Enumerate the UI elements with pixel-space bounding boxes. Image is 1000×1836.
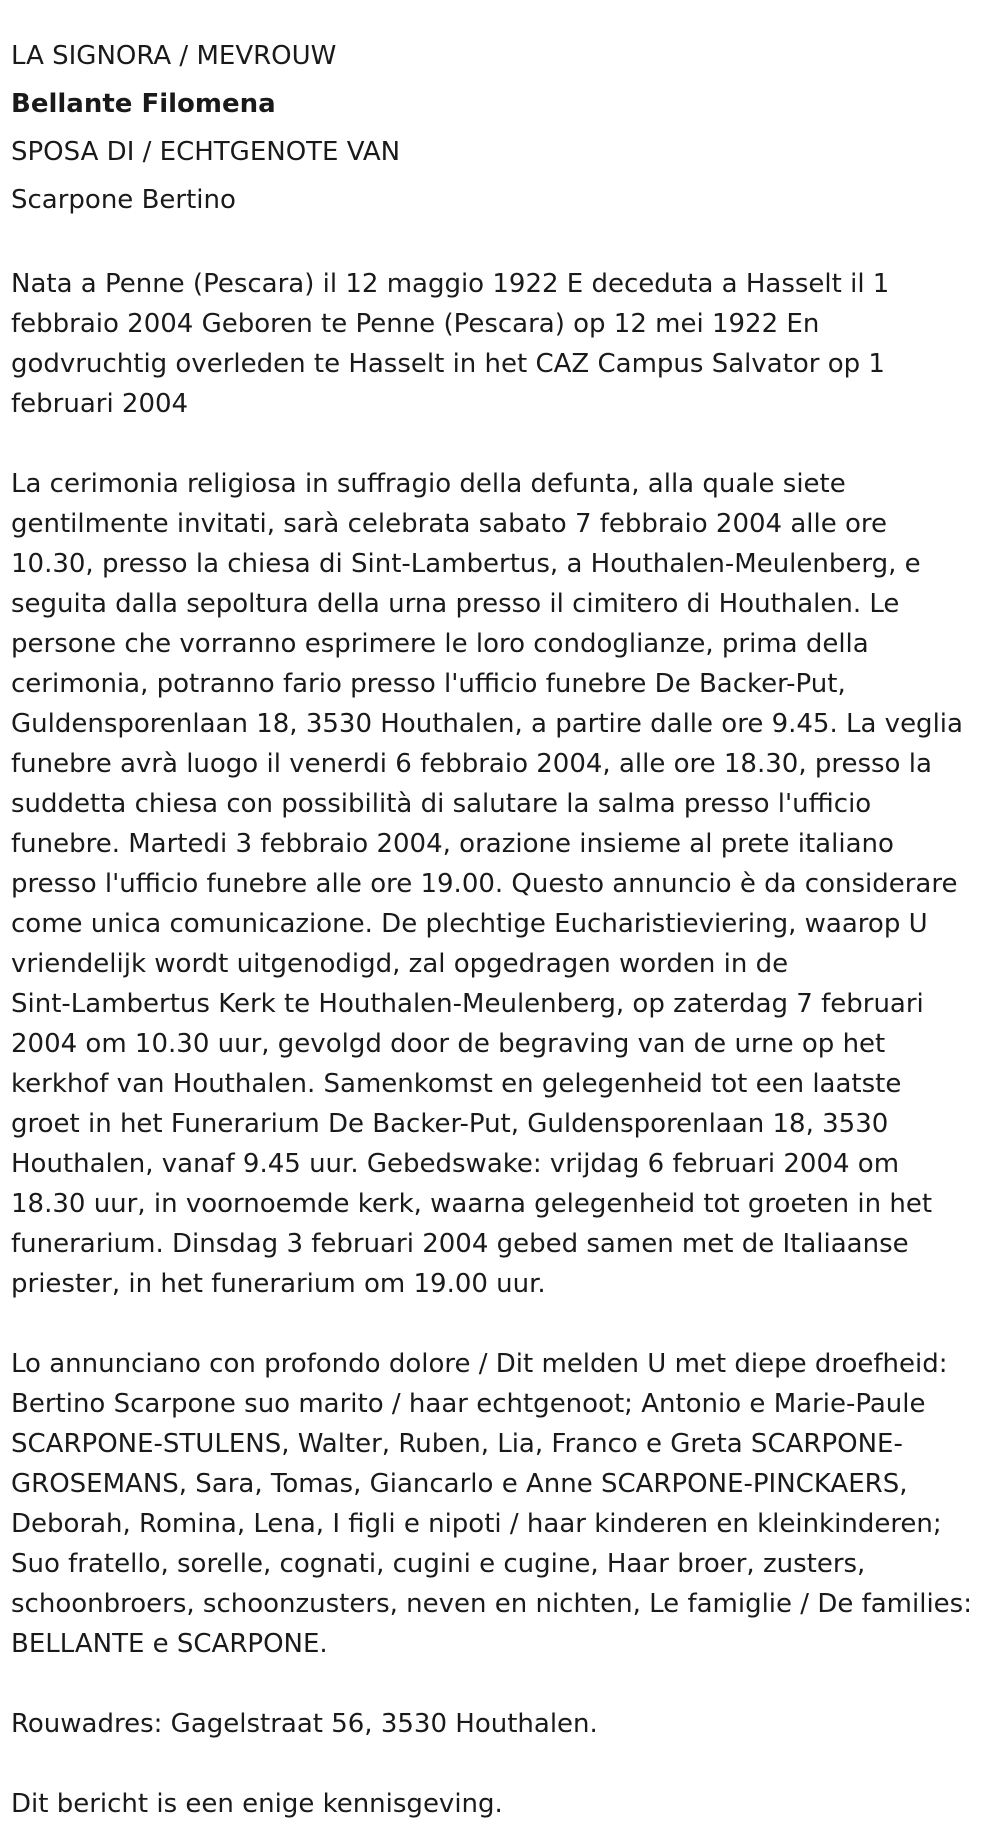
paragraph-line: Guldensporenlaan 18, 3530 Houthalen, a partire dalle ore 9.45. La veglia [11, 709, 963, 739]
mourning-address: Rouwadres: Gagelstraat 56, 3530 Houthalen. [11, 1709, 598, 1739]
family-paragraph [11, 1344, 996, 1664]
title-line: LA SIGNORA / MEVROUW [11, 41, 337, 71]
paragraph-line: Suo fratello, sorelle, cognati, cugini e cugine, Haar broer, zusters, [11, 1549, 866, 1579]
paragraph-line: febbraio 2004 Geboren te Penne (Pescara) op 12 mei 1922 En [11, 309, 820, 339]
paragraph-line: Bertino Scarpone suo marito / haar echtgenoot; Antonio e Marie-Paule [11, 1389, 926, 1419]
paragraph-line: funebre avrà luogo il venerdi 6 febbraio 2004, alle ore 18.30, presso la [11, 749, 932, 779]
paragraph-line: come unica comunicazione. De plechtige Eucharistieviering, waarop U [11, 909, 928, 939]
spacer [11, 1744, 996, 1784]
paragraph-line: SCARPONE-STULENS, Walter, Ruben, Lia, Franco e Greta SCARPONE- [11, 1429, 903, 1459]
deceased-name: Bellante Filomena [11, 89, 276, 119]
ceremony-paragraph [11, 464, 996, 1304]
paragraph-line: 18.30 uur, in voornoemde kerk, waarna gelegenheid tot groeten in het [11, 1189, 933, 1219]
paragraph-line: La cerimonia religiosa in suffragio della defunta, alla quale siete [11, 469, 846, 499]
paragraph-line: 10.30, presso la chiesa di Sint-Lambertus, a Houthalen-Meulenberg, e [11, 549, 921, 579]
paragraph-line: groet in het Funerarium De Backer-Put, Guldensporenlaan 18, 3530 [11, 1109, 889, 1139]
paragraph-line: Sint-Lambertus Kerk te Houthalen-Meulenberg, op zaterdag 7 februari [11, 989, 924, 1019]
closing-note: Dit bericht is een enige kennisgeving. [11, 1789, 503, 1819]
spouse-name: Scarpone Bertino [11, 185, 236, 215]
obituary-notice [11, 32, 996, 1824]
paragraph-line: schoonbroers, schoonzusters, neven en nichten, Le famiglie / De families: [11, 1589, 972, 1619]
paragraph-line: priester, in het funerarium om 19.00 uur. [11, 1269, 546, 1299]
paragraph-line: godvruchtig overleden te Hasselt in het CAZ Campus Salvator op 1 [11, 349, 885, 379]
spouse-label: SPOSA DI / ECHTGENOTE VAN [11, 137, 401, 167]
paragraph-line: Houthalen, vanaf 9.45 uur. Gebedswake: vrijdag 6 februari 2004 om [11, 1149, 900, 1179]
paragraph-line: presso l'ufficio funebre alle ore 19.00. Questo annuncio è da considerare [11, 869, 958, 899]
paragraph-line: seguita dalla sepoltura della urna presso il cimitero di Houthalen. Le [11, 589, 900, 619]
spacer [11, 224, 996, 264]
paragraph-line: GROSEMANS, Sara, Tomas, Giancarlo e Anne SCARPONE-PINCKAERS, [11, 1469, 908, 1499]
paragraph-line: cerimonia, potranno fario presso l'ufficio funebre De Backer-Put, [11, 669, 846, 699]
birth-death-paragraph [11, 264, 996, 424]
paragraph-line: Deborah, Romina, Lena, I figli e nipoti / haar kinderen en kleinkinderen; [11, 1509, 942, 1539]
paragraph-line: Nata a Penne (Pescara) il 12 maggio 1922 E deceduta a Hasselt il 1 [11, 269, 890, 299]
paragraph-line: gentilmente invitati, sarà celebrata sabato 7 febbraio 2004 alle ore [11, 509, 888, 539]
paragraph-line: suddetta chiesa con possibilità di salutare la salma presso l'ufficio [11, 789, 872, 819]
paragraph-line: vriendelijk wordt uitgenodigd, zal opgedragen worden in de [11, 949, 789, 979]
paragraph-line: februari 2004 [11, 389, 189, 419]
spacer [11, 424, 996, 464]
paragraph-line: funebre. Martedi 3 febbraio 2004, orazione insieme al prete italiano [11, 829, 894, 859]
paragraph-line: persone che vorranno esprimere le loro condoglianze, prima della [11, 629, 869, 659]
spacer [11, 1304, 996, 1344]
paragraph-line: BELLANTE e SCARPONE. [11, 1629, 328, 1659]
paragraph-line: Lo annunciano con profondo dolore / Dit melden U met diepe droefheid: [11, 1349, 948, 1379]
paragraph-line: funerarium. Dinsdag 3 februari 2004 gebed samen met de Italiaanse [11, 1229, 909, 1259]
paragraph-line: kerkhof van Houthalen. Samenkomst en gelegenheid tot een laatste [11, 1069, 902, 1099]
spacer [11, 1664, 996, 1704]
paragraph-line: 2004 om 10.30 uur, gevolgd door de begraving van de urne op het [11, 1029, 886, 1059]
